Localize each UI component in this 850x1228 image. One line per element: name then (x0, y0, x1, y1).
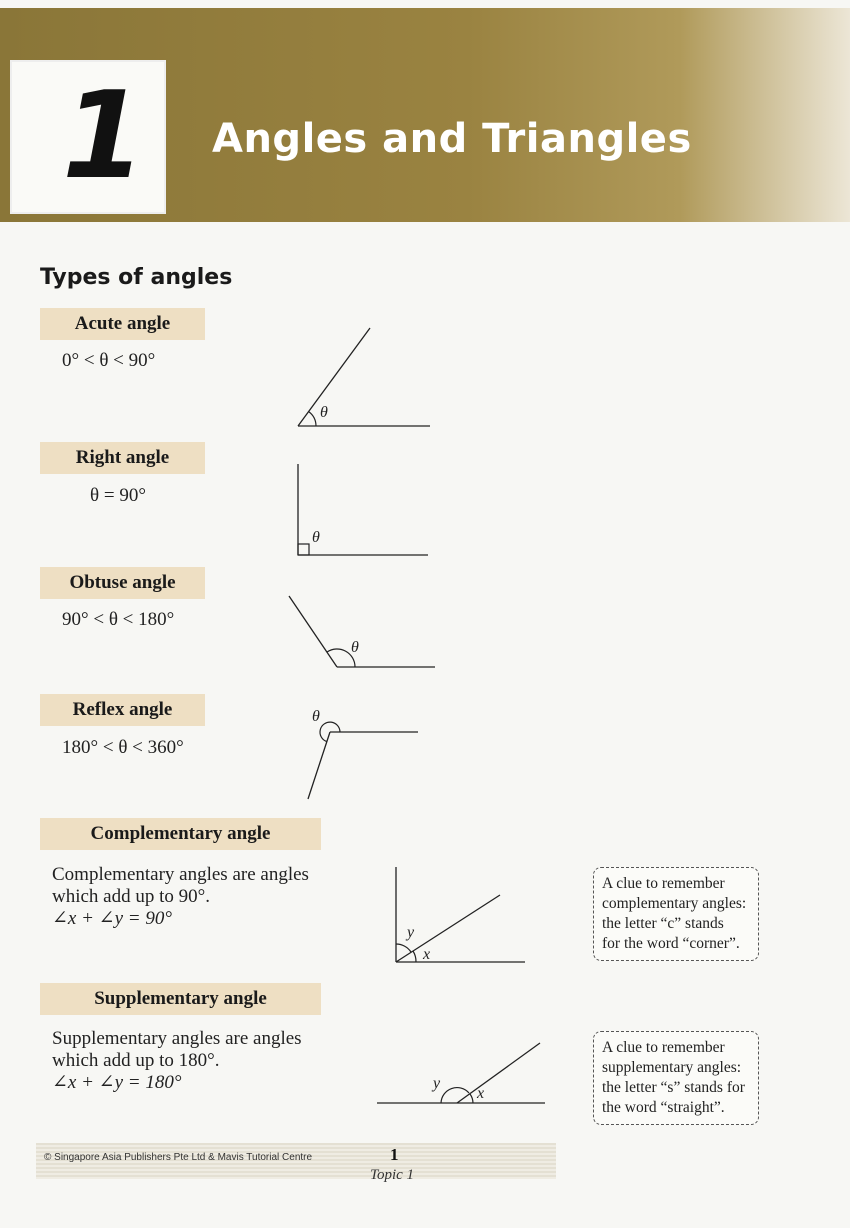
supplementary-text-line1: Supplementary angles are angles (52, 1028, 302, 1049)
acute-angle-label: θ (320, 404, 328, 421)
complementary-clue-box (593, 867, 759, 961)
section-title: Types of angles (40, 265, 233, 290)
complementary-text-line2: which add up to 90°. (52, 886, 210, 907)
supplementary-text-line2: which add up to 180°. (52, 1050, 220, 1071)
clue-line: A clue to remember (602, 1039, 725, 1056)
supplementary-angle-tag: Supplementary angle (40, 983, 321, 1015)
clue-line: A clue to remember (602, 875, 725, 892)
right-angle-condition: θ = 90° (90, 485, 146, 506)
reflex-angle-condition: 180° < θ < 360° (62, 737, 184, 758)
acute-angle-diagram (290, 325, 440, 435)
obtuse-angle-condition: 90° < θ < 180° (62, 609, 175, 630)
complementary-angle-tag: Complementary angle (40, 818, 321, 850)
complementary-text-line1: Complementary angles are angles (52, 864, 309, 885)
reflex-angle-label: θ (312, 708, 320, 725)
complementary-angle-diagram (390, 865, 530, 970)
supplementary-label-y: y (433, 1075, 441, 1092)
chapter-number-box (10, 60, 166, 214)
clue-line: the word “straight”. (602, 1099, 725, 1116)
clue-line: complementary angles: (602, 895, 747, 912)
right-angle-tag: Right angle (40, 442, 205, 474)
complementary-label-x: x (423, 946, 431, 963)
acute-angle-condition: 0° < θ < 90° (62, 350, 156, 371)
supplementary-label-x: x (477, 1085, 485, 1102)
supplementary-equation: ∠x + ∠y = 180° (52, 1072, 182, 1093)
right-angle-diagram (290, 462, 440, 562)
copyright-text: © Singapore Asia Publishers Pte Ltd & Mavis Tutorial Centre (44, 1152, 313, 1163)
reflex-angle-diagram (300, 705, 430, 805)
right-angle-label: θ (312, 529, 320, 546)
supplementary-clue-box (593, 1031, 759, 1125)
obtuse-angle-label: θ (351, 639, 359, 656)
supplementary-angle-diagram (375, 1040, 550, 1110)
clue-line: for the word “corner”. (602, 935, 740, 952)
acute-angle-tag: Acute angle (40, 308, 205, 340)
complementary-text (52, 864, 309, 930)
clue-line: supplementary angles: (602, 1059, 742, 1076)
chapter-title: Angles and Triangles (212, 116, 692, 162)
page-number: 1 (390, 1145, 399, 1164)
clue-line: the letter “c” stands (602, 915, 724, 932)
clue-line: the letter “s” stands for (602, 1079, 745, 1096)
obtuse-angle-tag: Obtuse angle (40, 567, 205, 599)
chapter-number: 1 (62, 67, 146, 206)
topic-label: Topic 1 (370, 1167, 415, 1183)
complementary-equation: ∠x + ∠y = 90° (52, 908, 172, 929)
reflex-angle-tag: Reflex angle (40, 694, 205, 726)
complementary-label-y: y (407, 924, 415, 941)
supplementary-text (52, 1028, 302, 1094)
obtuse-angle-diagram (285, 592, 445, 677)
